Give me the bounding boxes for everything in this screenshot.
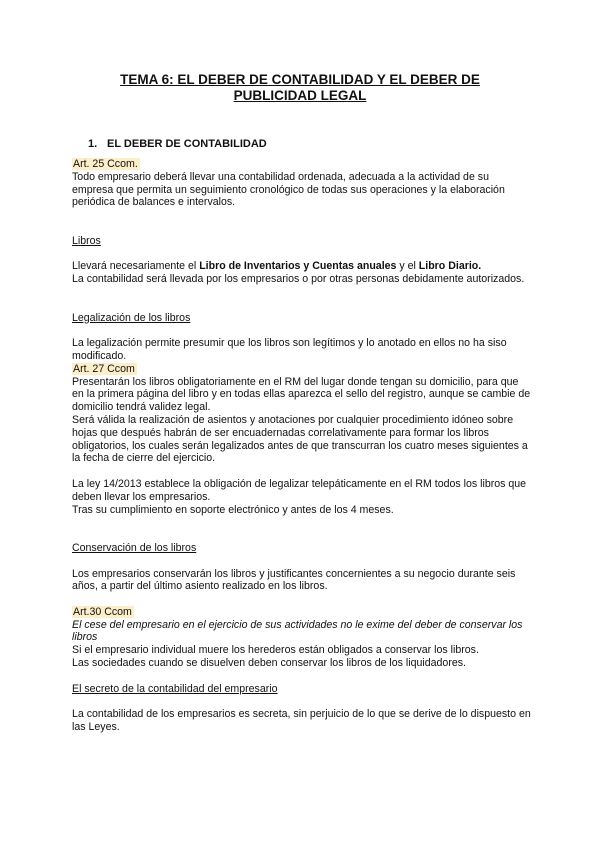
- conservacion-paragraph-3: Si el empresario individual muere los herederos están obligados a conservar los libros.: [72, 644, 479, 657]
- conservacion-paragraph-1: Los empresarios conservarán los libros y justificantes concernientes a su negocio durante seis años, a partir del último asiento realizado en los libros.: [72, 567, 516, 593]
- legalizacion-paragraph-4: La ley 14/2013 establece la obligación de legalizar telepáticamente en el RM todos los libros que deben llevar los empresarios.: [72, 477, 527, 503]
- libros-heading: Libros: [72, 234, 101, 247]
- art30-reference: Art.30 Ccom: [73, 605, 132, 618]
- libros-paragraph-2: La contabilidad será llevada por los empresarios o por otras personas debidamente autorizados.: [72, 273, 525, 286]
- title-line-2: PUBLICIDAD LEGAL: [233, 88, 367, 103]
- art27-reference: Art. 27 Ccom: [73, 362, 135, 375]
- legalizacion-paragraph-3: Será válida la realización de asientos y anotaciones por cualquier procedimiento idóneo sobre hojas que después habrán de ser encuadernadas correlativamente para formar los libros obligatorios, los cuales serán legalizados antes de que transcurran los cuatro meses siguientes a la fecha de cierre del ejercicio.: [72, 413, 528, 465]
- conservacion-heading: Conservación de los libros: [72, 541, 197, 554]
- secreto-paragraph: La contabilidad de los empresarios es secreta, sin perjuicio de lo que se derive de lo dispuesto en las Leyes.: [72, 708, 531, 734]
- title-line-1: TEMA 6: EL DEBER DE CONTABILIDAD Y EL DEBER DE: [120, 72, 480, 87]
- legalizacion-paragraph-5: Tras su cumplimiento en soporte electrónico y antes de los 4 meses.: [72, 503, 394, 516]
- conservacion-italic-paragraph: El cese del empresario en el ejercicio de sus actividades no le exime del deber de conservar los libros: [72, 618, 523, 644]
- secreto-heading: El secreto de la contabilidad del empresario: [72, 682, 278, 695]
- legalizacion-paragraph-1: La legalización permite presumir que los libros son legítimos y lo anotado en ellos no ha siso modificado.: [72, 337, 507, 362]
- legalizacion-heading: Legalización de los libros: [72, 311, 191, 324]
- art25-reference: Art. 25 Ccom.: [73, 158, 138, 170]
- document-title: [60, 72, 540, 104]
- libros-paragraph-1: Llevará necesariamente el Libro de Inventarios y Cuentas anuales y el Libro Diario.: [72, 260, 482, 273]
- section-heading: [88, 138, 267, 150]
- document-body: [72, 158, 532, 734]
- conservacion-paragraph-4: Las sociedades cuando se disuelven deben conservar los libros de los liquidadores.: [72, 657, 466, 670]
- art25-paragraph: Todo empresario deberá llevar una contabilidad ordenada, adecuada a la actividad de su empresa que permita un seguimiento cronológico de todas sus operaciones y la elaboración periódica de balances e intervalos.: [72, 170, 505, 209]
- section-title: EL DEBER DE CONTABILIDAD: [107, 138, 267, 150]
- legalizacion-paragraph-2: Presentarán los libros obligatoriamente en el RM del lugar donde tengan su domicilio, para que en la primera página del libro y en todas ellas aparezca el sello del registro, aunque se cambie de domicilio tendrá validez legal.: [72, 375, 531, 414]
- section-number: 1.: [88, 138, 98, 150]
